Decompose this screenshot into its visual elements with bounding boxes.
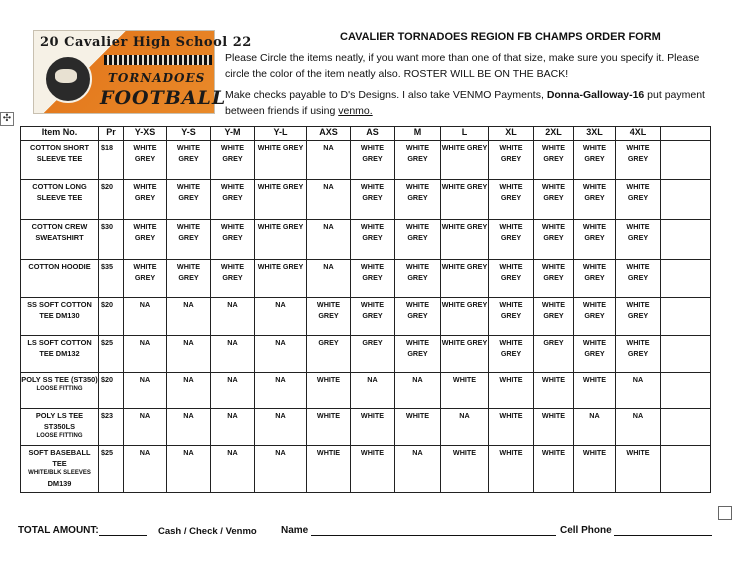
phone-label: Cell Phone	[560, 525, 612, 536]
size-color-cell[interactable]: WHITE GREY	[307, 298, 351, 336]
column-header: AXS	[307, 127, 351, 141]
size-color-cell: NA	[255, 298, 307, 336]
venmo-handle: Donna-Galloway-16	[546, 89, 645, 101]
table-row	[21, 180, 711, 220]
size-color-cell: NA	[441, 409, 489, 446]
size-color-cell: NA	[211, 373, 255, 409]
instructions-paragraph: Please Circle the items neatly, if you want more than one of that size, make sure you specify it. Please circle the color of the item neatly also. ROSTER WILL BE ON THE BACK!	[225, 52, 700, 80]
column-header: M	[395, 127, 441, 141]
size-color-cell[interactable]: WHITE GREY	[351, 220, 395, 260]
size-color-cell[interactable]: WHITE GREY	[616, 180, 661, 220]
size-color-cell[interactable]: WHITE GREY	[395, 180, 441, 220]
size-color-cell	[661, 298, 711, 336]
size-color-cell[interactable]: WHITE GREY	[255, 141, 307, 180]
size-color-cell[interactable]: WHITE GREY	[574, 220, 616, 260]
size-color-cell[interactable]: WHITE	[351, 446, 395, 493]
column-header: 2XL	[534, 127, 574, 141]
size-color-cell[interactable]: GREY	[534, 336, 574, 373]
size-color-cell: NA	[395, 373, 441, 409]
size-color-cell[interactable]: WHITE GREY	[395, 141, 441, 180]
payment-text-2: put payment between friends if using	[225, 89, 705, 117]
size-color-cell: NA	[211, 298, 255, 336]
table-row	[21, 373, 711, 409]
size-color-cell[interactable]: WHITE GREY	[395, 260, 441, 298]
size-color-cell[interactable]: WHITE	[441, 446, 489, 493]
size-color-cell[interactable]: WHITE GREY	[351, 298, 395, 336]
order-table	[20, 126, 711, 493]
column-header: Y-S	[167, 127, 211, 141]
size-color-cell[interactable]: WHITE GREY	[167, 180, 211, 220]
name-field[interactable]	[311, 525, 556, 536]
size-color-cell[interactable]: WHITE GREY	[255, 260, 307, 298]
size-color-cell: NA	[307, 141, 351, 180]
size-color-cell[interactable]: WHITE GREY	[489, 336, 534, 373]
size-color-cell	[661, 336, 711, 373]
item-name-cell	[21, 180, 99, 220]
size-color-cell: NA	[211, 446, 255, 493]
size-color-cell[interactable]: WHITE GREY	[489, 220, 534, 260]
size-color-cell[interactable]: WHITE GREY	[616, 220, 661, 260]
size-color-cell[interactable]: WHITE GREY	[489, 260, 534, 298]
size-color-cell: NA	[124, 409, 167, 446]
item-name-cell	[21, 409, 99, 446]
price-cell: $18	[99, 141, 124, 180]
price-cell: $20	[99, 373, 124, 409]
size-color-cell[interactable]: WHITE GREY	[574, 298, 616, 336]
column-header: Y-L	[255, 127, 307, 141]
size-color-cell[interactable]: WHITE	[489, 446, 534, 493]
price-cell: $30	[99, 220, 124, 260]
size-color-cell[interactable]: WHITE GREY	[124, 141, 167, 180]
item-name-cell	[21, 446, 99, 493]
size-color-cell[interactable]: WHITE GREY	[441, 220, 489, 260]
column-header: AS	[351, 127, 395, 141]
team-logo	[33, 30, 252, 114]
size-color-cell[interactable]: WHITE GREY	[574, 260, 616, 298]
item-code: DM139	[47, 479, 72, 488]
size-color-cell[interactable]: WHITE GREY	[441, 260, 489, 298]
item-name-cell	[21, 260, 99, 298]
size-color-cell[interactable]: WHITE GREY	[489, 298, 534, 336]
size-color-cell: NA	[574, 409, 616, 446]
size-color-cell[interactable]: WHITE GREY	[211, 220, 255, 260]
size-color-cell: NA	[255, 446, 307, 493]
size-color-cell[interactable]: WHITE GREY	[574, 336, 616, 373]
item-note: LOOSE FITTING	[36, 386, 83, 392]
size-color-cell[interactable]: WHITE GREY	[351, 260, 395, 298]
size-color-cell: NA	[307, 260, 351, 298]
size-color-cell[interactable]: WHITE	[307, 373, 351, 409]
size-color-cell[interactable]: WHITE	[395, 409, 441, 446]
mascot-icon	[44, 55, 92, 103]
size-color-cell[interactable]: WHITE GREY	[167, 220, 211, 260]
size-color-cell[interactable]: WHITE GREY	[489, 180, 534, 220]
column-header: Item No.	[21, 127, 99, 141]
size-color-cell[interactable]: WHITE	[534, 373, 574, 409]
size-color-cell[interactable]: WHITE GREY	[616, 141, 661, 180]
payment-options[interactable]: Cash / Check / Venmo	[158, 526, 257, 537]
size-color-cell[interactable]: GREY	[351, 336, 395, 373]
item-name: LS SOFT COTTON TEE DM132	[27, 338, 92, 358]
size-color-cell[interactable]: WHITE GREY	[489, 141, 534, 180]
size-color-cell: NA	[307, 180, 351, 220]
size-color-cell: NA	[255, 409, 307, 446]
size-color-cell[interactable]: WHITE	[574, 446, 616, 493]
size-color-cell[interactable]: WHITE GREY	[616, 260, 661, 298]
logo-tornadoes: TORNADOES	[108, 71, 206, 85]
size-color-cell[interactable]: WHITE	[351, 409, 395, 446]
price-cell: $20	[99, 298, 124, 336]
size-color-cell[interactable]: WHITE	[441, 373, 489, 409]
size-color-cell[interactable]: WHITE GREY	[167, 260, 211, 298]
size-color-cell[interactable]: WHITE	[574, 373, 616, 409]
size-color-cell[interactable]: WHITE GREY	[167, 141, 211, 180]
table-row	[21, 298, 711, 336]
size-color-cell[interactable]: WHITE	[534, 409, 574, 446]
size-color-cell: NA	[307, 220, 351, 260]
phone-field[interactable]	[614, 525, 712, 536]
table-row	[21, 446, 711, 493]
size-color-cell[interactable]: WHITE	[534, 446, 574, 493]
table-row	[21, 336, 711, 373]
size-color-cell: NA	[211, 336, 255, 373]
size-color-cell: NA	[616, 409, 661, 446]
size-color-cell[interactable]: WHITE	[307, 409, 351, 446]
size-color-cell[interactable]: WHTIE	[307, 446, 351, 493]
form-title: CAVALIER TORNADOES REGION FB CHAMPS ORDER FORM	[340, 31, 661, 43]
size-color-cell[interactable]: GREY	[307, 336, 351, 373]
item-name: POLY SS TEE (ST350)	[21, 375, 98, 384]
item-note: LOOSE FITTING	[36, 433, 83, 439]
item-name-cell	[21, 141, 99, 180]
item-name-cell	[21, 298, 99, 336]
size-color-cell[interactable]: WHITE GREY	[211, 141, 255, 180]
size-color-cell: NA	[167, 298, 211, 336]
size-color-cell	[661, 409, 711, 446]
item-name: COTTON LONG SLEEVE TEE	[32, 182, 87, 202]
size-color-cell[interactable]: WHITE	[616, 446, 661, 493]
table-row	[21, 260, 711, 298]
phone-row	[560, 525, 712, 536]
logo-football: FOOTBALL	[100, 87, 227, 109]
size-color-cell[interactable]: WHITE GREY	[534, 180, 574, 220]
item-name: COTTON CREW SWEATSHIRT	[31, 222, 88, 242]
size-color-cell: NA	[167, 409, 211, 446]
size-color-cell	[661, 220, 711, 260]
size-color-cell: NA	[124, 373, 167, 409]
size-color-cell[interactable]: WHITE GREY	[441, 180, 489, 220]
size-color-cell[interactable]: WHITE GREY	[395, 220, 441, 260]
column-header: 4XL	[616, 127, 661, 141]
size-color-cell[interactable]: WHITE GREY	[534, 260, 574, 298]
size-color-cell[interactable]: WHITE	[489, 373, 534, 409]
header-row	[21, 127, 711, 141]
name-label: Name	[281, 525, 309, 536]
payment-text: Make checks payable to D's Designs. I also take VENMO Payments,	[225, 89, 547, 101]
size-color-cell[interactable]: WHITE GREY	[211, 180, 255, 220]
column-header: Pr	[99, 127, 124, 141]
price-cell: $25	[99, 336, 124, 373]
price-cell: $20	[99, 180, 124, 220]
size-color-cell: NA	[255, 336, 307, 373]
size-color-cell: NA	[616, 373, 661, 409]
size-color-cell[interactable]: WHITE GREY	[211, 260, 255, 298]
column-header	[661, 127, 711, 141]
size-color-cell	[661, 373, 711, 409]
item-name-cell	[21, 373, 99, 409]
size-color-cell: NA	[167, 446, 211, 493]
item-name: COTTON SHORT SLEEVE TEE	[30, 143, 89, 163]
size-color-cell[interactable]: WHITE GREY	[441, 336, 489, 373]
table-row	[21, 141, 711, 180]
size-color-cell[interactable]: WHITE GREY	[255, 220, 307, 260]
total-amount	[18, 525, 147, 536]
item-name: POLY LS TEE ST350LS	[35, 411, 84, 431]
venmo-word: venmo.	[338, 105, 373, 117]
item-note: WHITE/BLK SLEEVES	[28, 470, 91, 476]
table-row	[21, 409, 711, 446]
column-header: Y-M	[211, 127, 255, 141]
price-cell: $25	[99, 446, 124, 493]
size-color-cell[interactable]: WHITE GREY	[124, 180, 167, 220]
column-header: XL	[489, 127, 534, 141]
price-cell: $23	[99, 409, 124, 446]
size-color-cell[interactable]: WHITE GREY	[534, 220, 574, 260]
size-color-cell[interactable]: WHITE GREY	[124, 220, 167, 260]
item-name-cell	[21, 336, 99, 373]
size-color-cell	[661, 180, 711, 220]
total-amount-field[interactable]	[99, 525, 147, 536]
size-color-cell	[661, 260, 711, 298]
size-color-cell: NA	[124, 446, 167, 493]
item-name: SOFT BASEBALL TEE	[28, 448, 91, 468]
size-color-cell: NA	[124, 298, 167, 336]
move-handle-icon[interactable]: ✣	[0, 112, 14, 126]
item-name: COTTON HOODIE	[28, 262, 91, 271]
item-name-cell	[21, 220, 99, 260]
logo-school-year: 20 Cavalier High School 22	[40, 35, 252, 50]
column-header: Y-XS	[124, 127, 167, 141]
checkbox[interactable]	[718, 506, 732, 520]
size-color-cell: NA	[124, 336, 167, 373]
size-color-cell: NA	[211, 409, 255, 446]
size-color-cell[interactable]: WHITE	[489, 409, 534, 446]
size-color-cell: NA	[167, 336, 211, 373]
size-color-cell[interactable]: WHITE GREY	[574, 180, 616, 220]
column-header: 3XL	[574, 127, 616, 141]
size-color-cell[interactable]: WHITE GREY	[574, 141, 616, 180]
size-color-cell: NA	[351, 373, 395, 409]
size-color-cell[interactable]: WHITE GREY	[351, 141, 395, 180]
size-color-cell[interactable]: WHITE GREY	[124, 260, 167, 298]
size-color-cell[interactable]: WHITE GREY	[534, 141, 574, 180]
size-color-cell[interactable]: WHITE GREY	[534, 298, 574, 336]
size-color-cell[interactable]: WHITE GREY	[351, 180, 395, 220]
size-color-cell[interactable]: WHITE GREY	[395, 298, 441, 336]
size-color-cell	[661, 141, 711, 180]
price-cell: $35	[99, 260, 124, 298]
logo-stripe	[104, 55, 212, 65]
size-color-cell[interactable]: WHITE GREY	[441, 298, 489, 336]
payment-instructions	[225, 87, 725, 119]
size-color-cell[interactable]: WHITE GREY	[255, 180, 307, 220]
item-name: SS SOFT COTTON TEE DM130	[27, 300, 92, 320]
size-color-cell: NA	[255, 373, 307, 409]
table-row	[21, 220, 711, 260]
total-label: TOTAL AMOUNT:	[18, 525, 99, 536]
size-color-cell[interactable]: WHITE GREY	[616, 298, 661, 336]
size-color-cell[interactable]: WHITE GREY	[441, 141, 489, 180]
column-header: L	[441, 127, 489, 141]
size-color-cell: NA	[167, 373, 211, 409]
size-color-cell	[661, 446, 711, 493]
name-row	[281, 525, 556, 536]
size-color-cell: NA	[395, 446, 441, 493]
size-color-cell[interactable]: WHITE GREY	[395, 336, 441, 373]
size-color-cell[interactable]: WHITE GREY	[616, 336, 661, 373]
